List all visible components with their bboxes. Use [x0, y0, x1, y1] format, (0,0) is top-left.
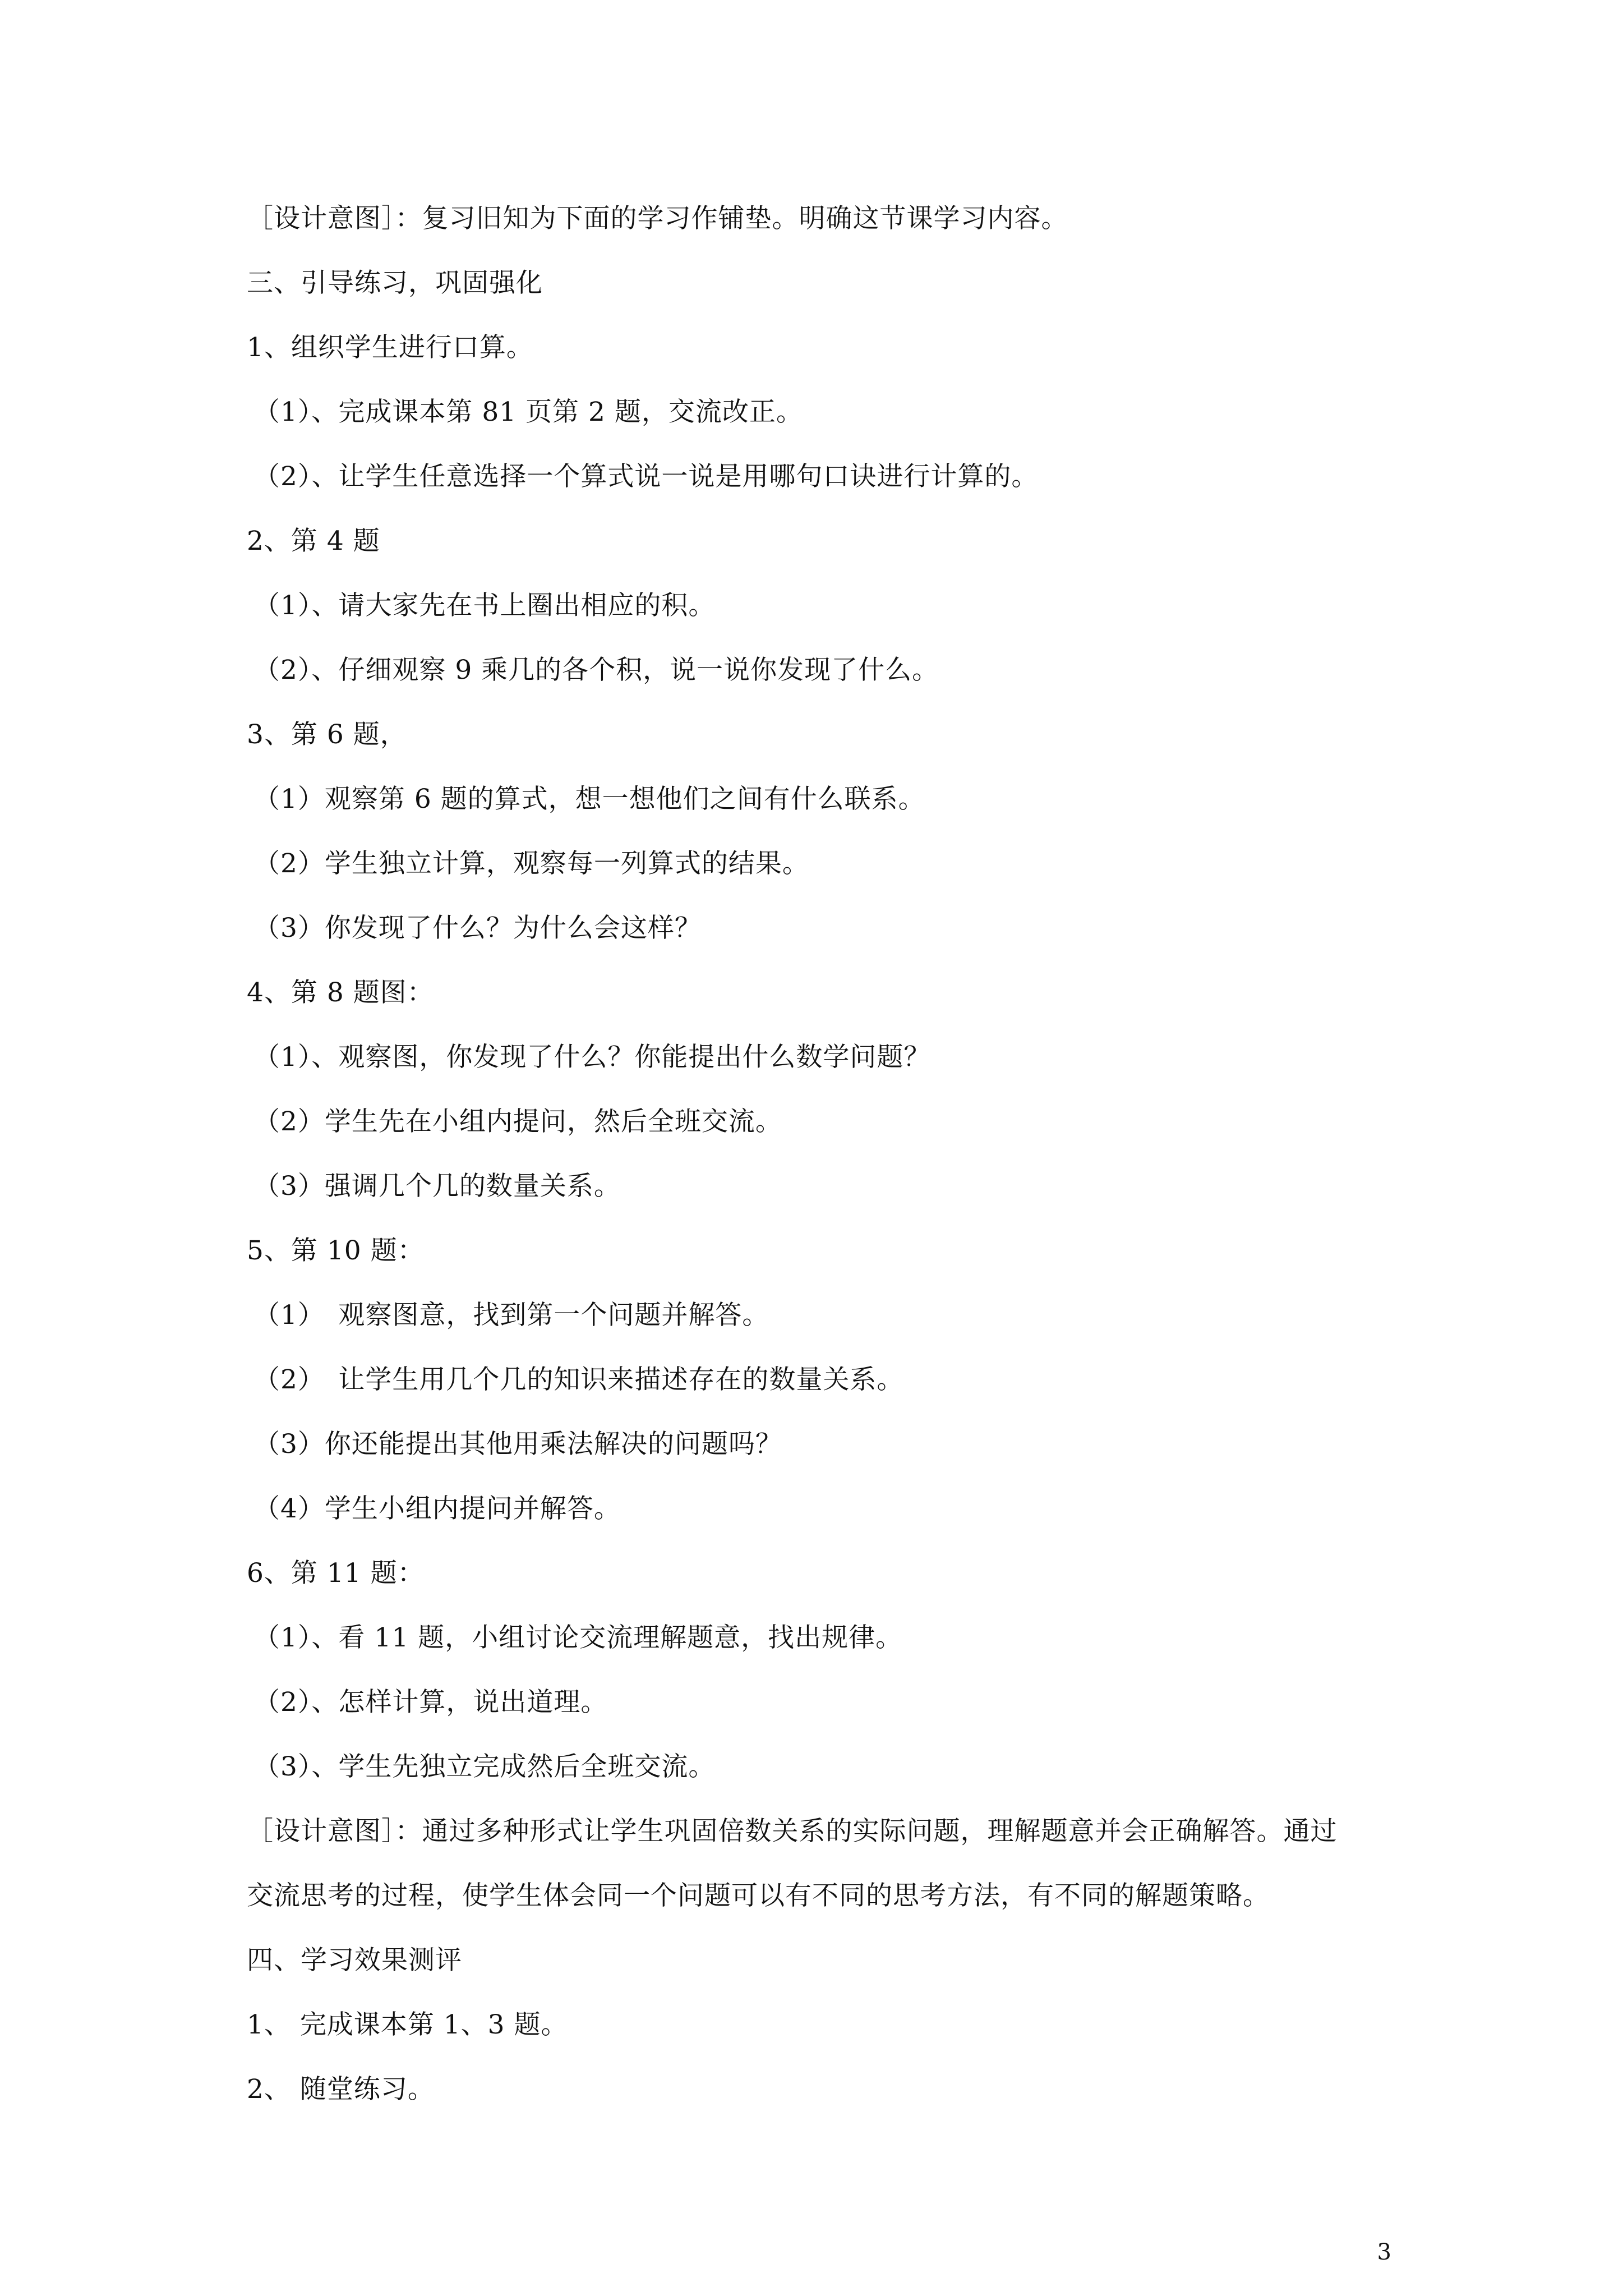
subitem-line: （1）、完成课本第 81 页第 2 题，交流改正。	[253, 397, 803, 427]
subitem-line: （4）学生小组内提问并解答。	[253, 1493, 621, 1524]
subitem-line: （1）、观察图，你发现了什么？你能提出什么数学问题？	[253, 1042, 931, 1073]
item-question-4: 2、第 4 题	[247, 526, 380, 556]
item-textbook-exercises: 1、 完成课本第 1、3 题。	[247, 2009, 568, 2040]
section-heading-guided-practice: 三、引导练习，巩固强化	[247, 268, 543, 298]
section-heading-assessment: 四、学习效果测评	[247, 1945, 462, 1976]
item-question-8: 4、第 8 题图：	[247, 977, 434, 1008]
subitem-line: （2）学生先在小组内提问，然后全班交流。	[253, 1106, 782, 1137]
subitem-line: （2）、仔细观察 9 乘几的各个积，说一说你发现了什么。	[253, 655, 939, 685]
item-question-10: 5、第 10 题：	[247, 1235, 425, 1266]
design-intent-practice-cont: 交流思考的过程，使学生体会同一个问题可以有不同的思考方法，有不同的解题策略。	[247, 1880, 1270, 1911]
subitem-line: （2）、怎样计算，说出道理。	[253, 1687, 608, 1718]
subitem-line: （1）、看 11 题，小组讨论交流理解题意，找出规律。	[253, 1622, 903, 1653]
subitem-line: （1）、请大家先在书上圈出相应的积。	[253, 590, 716, 621]
item-question-11: 6、第 11 题：	[247, 1558, 425, 1589]
subitem-line: （2） 让学生用几个几的知识来描述存在的数量关系。	[253, 1364, 904, 1395]
item-question-6: 3、第 6 题，	[247, 719, 407, 750]
design-intent-review: ［设计意图］：复习旧知为下面的学习作铺垫。明确这节课学习内容。	[247, 203, 1068, 234]
design-intent-practice: ［设计意图］：通过多种形式让学生巩固倍数关系的实际问题，理解题意并会正确解答。通过	[247, 1816, 1338, 1847]
page-number: 3	[1377, 2239, 1391, 2265]
subitem-line: （3）强调几个几的数量关系。	[253, 1171, 621, 1202]
subitem-line: （1） 观察图意，找到第一个问题并解答。	[253, 1300, 769, 1331]
item-class-practice: 2、 随堂练习。	[247, 2074, 435, 2105]
subitem-line: （3）你发现了什么？为什么会这样？	[253, 913, 702, 944]
subitem-line: （1）观察第 6 题的算式，想一想他们之间有什么联系。	[253, 784, 925, 815]
subitem-line: （2）学生独立计算，观察每一列算式的结果。	[253, 848, 809, 879]
subitem-line: （3）你还能提出其他用乘法解决的问题吗？	[253, 1429, 782, 1460]
subitem-line: （2）、让学生任意选择一个算式说一说是用哪句口诀进行计算的。	[253, 461, 1039, 492]
subitem-line: （3）、学生先独立完成然后全班交流。	[253, 1751, 716, 1782]
item-oral-calculation: 1、组织学生进行口算。	[247, 332, 533, 363]
